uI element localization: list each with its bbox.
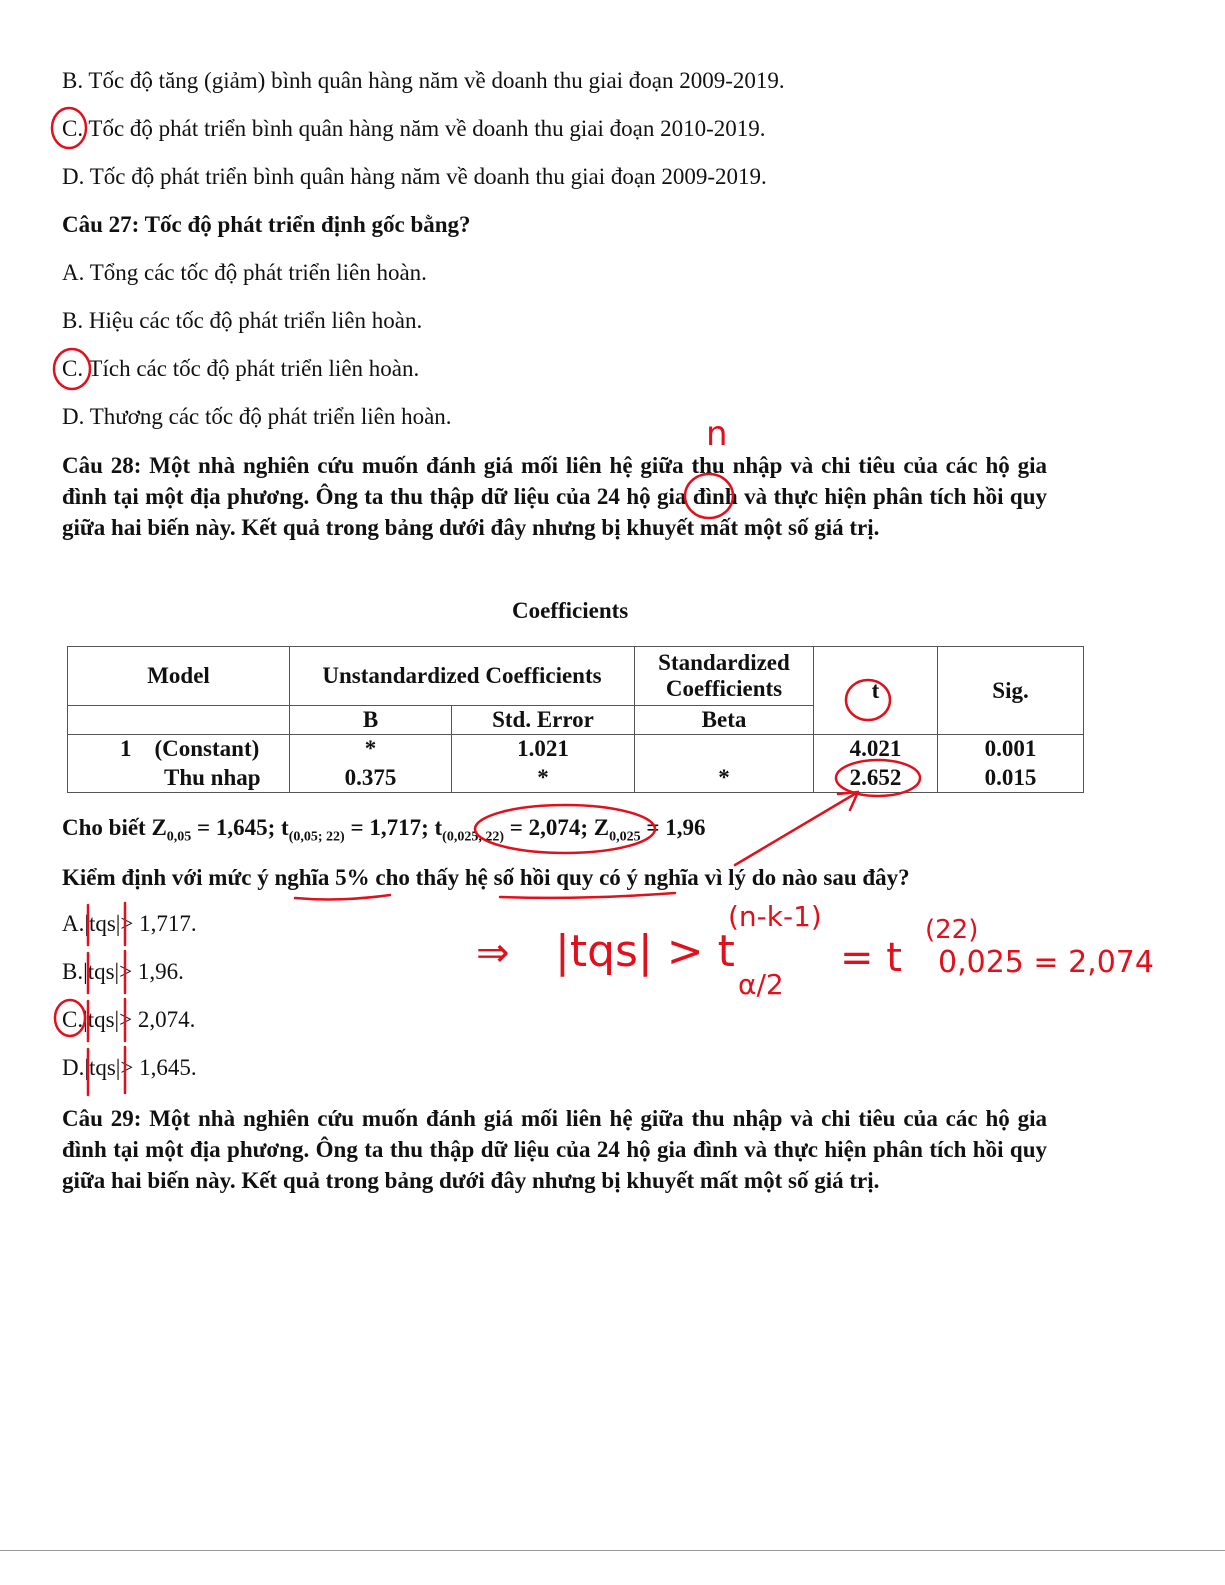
q26-option-d: D. Tốc độ phát triển bình quân hàng năm về doanh thu giai đoạn 2009-2019.	[62, 164, 767, 189]
thu-nhap-b: 0.375	[290, 764, 452, 793]
underline-nghia-5	[295, 895, 390, 899]
q29-text: Câu 29: Một nhà nghiên cứu muốn đánh giá mối liên hệ giữa thu nhập và chi tiêu của các hộ gia đình tại một địa phương. Ông ta thu thập dữ liệu của 24 hộ gia đình và thực hiện phân tích hồi quy giữa hai biến này. Kết quả trong bảng dưới đây nhưng bị khuyết mất một số giá trị.	[62, 1106, 1047, 1193]
arrow-head	[838, 792, 858, 810]
q27-option-d: D. Thương các tốc độ phát triển liên hoàn.	[62, 404, 452, 429]
t025-value: = 2,074; Z	[504, 815, 610, 840]
constant-b: *	[290, 735, 452, 764]
z025-sub: 0,025	[609, 829, 641, 845]
header-standardized: Standardized Coefficients	[635, 647, 814, 706]
row-constant-label	[68, 735, 290, 764]
given-values	[62, 815, 705, 846]
z025-value: = 1,96	[640, 815, 706, 840]
underline-he-so	[500, 893, 675, 898]
q27-option-b: B. Hiệu các tốc độ phát triển liên hoàn.	[62, 308, 423, 333]
t05-sub: (0,05; 22)	[288, 829, 345, 845]
constant-t: 4.021	[814, 735, 938, 764]
q26-option-b: B. Tốc độ tăng (giảm) bình quân hàng năm về doanh thu giai đoạn 2009-2019.	[62, 68, 785, 93]
q28-option-b: B.|tqs|> 1,96.	[62, 959, 184, 984]
hand-abs-t: |tqs| > t	[555, 926, 735, 977]
header-std-error: Std. Error	[452, 706, 635, 735]
constant-se: 1.021	[452, 735, 635, 764]
constant-sig: 0.001	[938, 735, 1084, 764]
header-sig: Sig.	[938, 647, 1084, 735]
constant-beta	[635, 735, 814, 764]
q27-option-c: C. Tích các tốc độ phát triển liên hoàn.	[62, 356, 420, 381]
thu-nhap-beta: *	[635, 764, 814, 793]
hand-equals-t: = t	[840, 935, 902, 981]
t025-sub: (0,025, 22)	[442, 829, 504, 845]
t05-value: = 1,717; t	[344, 815, 443, 840]
header-b: B	[290, 706, 452, 735]
hand-df-value: (22)	[925, 915, 979, 945]
table-row-constant	[68, 735, 1084, 764]
q28-text: Câu 28: Một nhà nghiên cứu muốn đánh giá mối liên hệ giữa thu nhập và chi tiêu của các hộ gia đình tại một địa phương. Ông ta thu thập dữ liệu của 24 hộ gia đình và thực hiện phân tích hồi quy giữa hai biến này. Kết quả trong bảng dưới đây nhưng bị khuyết mất một số giá trị.	[62, 453, 1047, 540]
q28-option-d: D.|tqs|> 1,645.	[62, 1055, 197, 1080]
arrow-line	[735, 792, 858, 865]
header-unstandardized: Unstandardized Coefficients	[290, 647, 635, 706]
hand-arrow: ⇒	[476, 930, 510, 976]
table-row-thu-nhap	[68, 764, 1084, 793]
model-index: 1	[120, 736, 132, 762]
hand-df-formula: (n-k-1)	[728, 900, 822, 933]
header-beta: Beta	[635, 706, 814, 735]
coefficients-table	[67, 646, 1084, 793]
constant-label: (Constant)	[154, 736, 260, 762]
q28-option-a: A.|tqs|> 1,717.	[62, 911, 197, 936]
hand-n-mark: n	[706, 414, 728, 454]
q28-option-c: C.|tqs|> 2,074.	[62, 1007, 196, 1032]
thu-nhap-se: *	[452, 764, 635, 793]
q28-question: Kiểm định với mức ý nghĩa 5% cho thấy hệ số hồi quy có ý nghĩa vì lý do nào sau đây?	[62, 865, 910, 890]
header-t: t	[814, 647, 938, 735]
hand-crit-value: 0,025 = 2,074	[938, 945, 1154, 980]
given-prefix: Cho biết Z	[62, 815, 167, 840]
z05-value: = 1,645; t	[191, 815, 289, 840]
header-model: Model	[68, 647, 290, 706]
page-bottom-rule	[0, 1550, 1225, 1551]
hand-alpha-half: α/2	[738, 968, 784, 1001]
z05-sub: 0,05	[166, 829, 192, 845]
q26-option-c: C. Tốc độ phát triển bình quân hàng năm về doanh thu giai đoạn 2010-2019.	[62, 116, 766, 141]
coefficients-table-title: Coefficients	[512, 598, 629, 623]
thu-nhap-sig: 0.015	[938, 764, 1084, 793]
q27-option-a: A. Tổng các tốc độ phát triển liên hoàn.	[62, 260, 427, 285]
thu-nhap-t: 2.652	[814, 764, 938, 793]
q27-title: Câu 27: Tốc độ phát triển định gốc bằng?	[62, 212, 471, 237]
thu-nhap-label: Thu nhap	[68, 764, 290, 793]
header-model-blank	[68, 706, 290, 735]
